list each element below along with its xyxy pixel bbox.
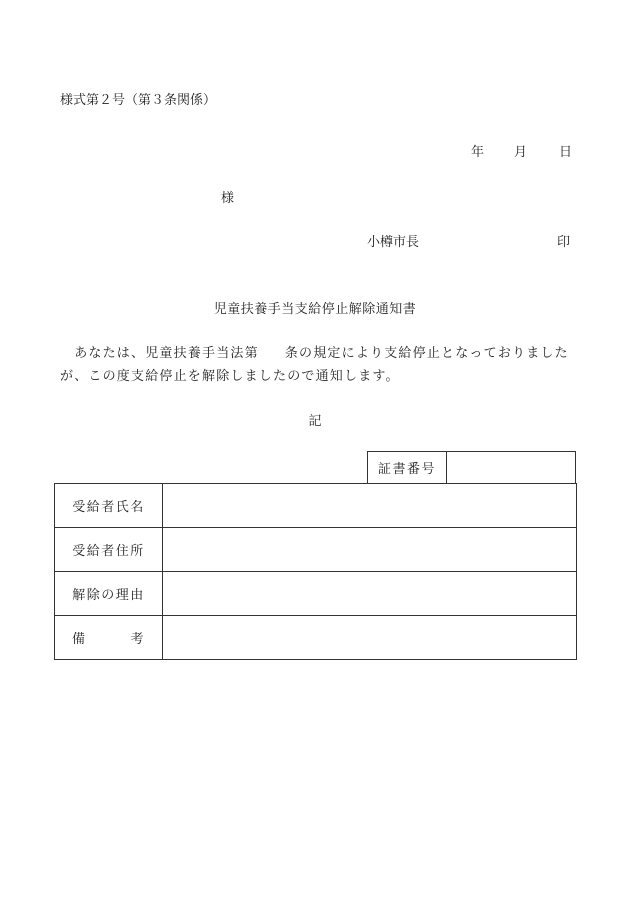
table-row: [55, 484, 577, 528]
recipient-info-table: [54, 483, 577, 660]
remarks-label: [55, 616, 163, 660]
notice-body: [60, 342, 580, 388]
date-day-label: 日: [559, 145, 573, 160]
form-number: 様式第２号（第３条関係）: [60, 93, 217, 108]
remarks-value: [163, 616, 577, 660]
recipient-name-value: [163, 484, 577, 528]
recipient-address-value: [163, 528, 577, 572]
recipient-honorific: 様: [221, 191, 235, 206]
certificate-number-value: [447, 452, 575, 483]
date-year-label: 年: [471, 145, 485, 160]
ki-heading: 記: [308, 414, 322, 429]
notice-body-part1: あなたは、児童扶養手当法第: [74, 346, 259, 361]
issuer-name: 小樽市長: [367, 235, 420, 250]
table-row: [55, 572, 577, 616]
date-month-label: 月: [514, 145, 528, 160]
remarks-label-right: 考: [130, 632, 145, 647]
document-title: 児童扶養手当支給停止解除通知書: [213, 302, 417, 317]
recipient-address-label: 受給者住所: [55, 528, 163, 572]
remarks-label-left: 備: [72, 632, 87, 647]
table-row: [55, 616, 577, 660]
certificate-number-box: [367, 451, 576, 483]
seal-mark: 印: [557, 235, 571, 250]
table-row: [55, 528, 577, 572]
notice-body-part2: 条の規定により支給停止となっておりましたが、この度支給停止を解除しましたので通知します。: [60, 346, 569, 384]
recipient-name-label: 受給者氏名: [55, 484, 163, 528]
certificate-number-label: 証書番号: [368, 452, 447, 483]
release-reason-value: [163, 572, 577, 616]
release-reason-label: 解除の理由: [55, 572, 163, 616]
